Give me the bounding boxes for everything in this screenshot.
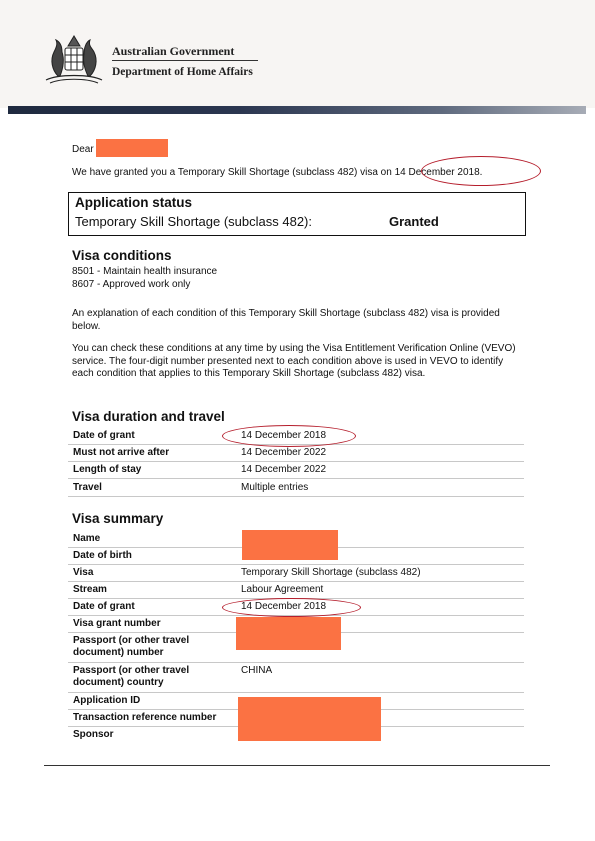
row-value: 14 December 2022: [241, 464, 327, 475]
footer-divider: [44, 765, 550, 766]
annotation-circle-date-of-grant: [222, 425, 356, 447]
row-label: Date of grant: [73, 430, 135, 441]
row-value: Multiple entries: [241, 482, 309, 493]
row-value: 14 December 2022: [241, 447, 327, 458]
status-visa: Temporary Skill Shortage (subclass 482):: [75, 214, 312, 229]
grant-sentence-date: 14 December 2018.: [394, 167, 483, 178]
redaction-grant-passport-number: [236, 617, 341, 650]
conditions-heading: Visa conditions: [72, 248, 172, 263]
table-row: [68, 662, 524, 693]
row-label: Visa: [73, 567, 94, 578]
row-label: Date of grant: [73, 601, 135, 612]
table-row: [68, 564, 524, 582]
letterhead-divider: [112, 60, 258, 61]
row-label: Passport (or other travel document) country: [73, 665, 190, 688]
row-value: CHINA: [241, 665, 273, 676]
table-row: [68, 581, 524, 599]
redaction-application-details: [238, 697, 381, 741]
vevo-note: You can check these conditions at any time by using the Visa Entitlement Verification Online (VEVO) service. The four-digit number presented next to each condition above is used in VEVO to identify each condition that applies to this Temporary Skill Shortage (subclass 482) visa.: [72, 343, 516, 379]
row-label: Name: [73, 533, 101, 544]
row-value: 14 December 2018: [241, 601, 327, 612]
row-label: Transaction reference number: [73, 712, 217, 723]
summary-heading: Visa summary: [72, 511, 164, 526]
duration-heading: Visa duration and travel: [72, 409, 225, 424]
row-value: 14 December 2018: [241, 430, 327, 441]
annotation-circle-grant-date: [421, 156, 541, 186]
row-label: Must not arrive after: [73, 447, 170, 458]
conditions-explanation: An explanation of each condition of this Temporary Skill Shortage (subclass 482) visa is provided below.: [72, 308, 500, 332]
government-name: Australian Government: [112, 44, 235, 58]
redaction-name-dob: [242, 530, 338, 560]
grant-sentence-text: We have granted you a Temporary Skill Shortage (subclass 482) visa on: [72, 167, 392, 178]
condition-item: 8607 - Approved work only: [72, 279, 191, 290]
row-label: Application ID: [73, 695, 141, 706]
row-label: Passport (or other travel document) number: [73, 635, 190, 658]
row-label: Travel: [73, 482, 102, 493]
row-label: Sponsor: [73, 729, 114, 740]
department-name: Department of Home Affairs: [112, 66, 253, 78]
table-row: [68, 461, 524, 479]
row-label: Date of birth: [73, 550, 132, 561]
coat-of-arms-icon: [38, 30, 110, 86]
row-label: Length of stay: [73, 464, 142, 475]
salutation: Dear: [72, 144, 94, 155]
row-label: Visa grant number: [73, 618, 161, 629]
redaction-recipient-name: [96, 139, 168, 157]
application-status-box: [68, 192, 526, 236]
row-label: Stream: [73, 584, 107, 595]
status-title: Application status: [75, 195, 193, 210]
row-value: Labour Agreement: [241, 584, 324, 595]
status-value: Granted: [389, 214, 439, 229]
table-row: [68, 478, 524, 497]
row-value: Temporary Skill Shortage (subclass 482): [241, 567, 421, 578]
condition-item: 8501 - Maintain health insurance: [72, 266, 218, 277]
header-band: [8, 106, 586, 114]
annotation-circle-summary-date-of-grant: [222, 598, 361, 617]
